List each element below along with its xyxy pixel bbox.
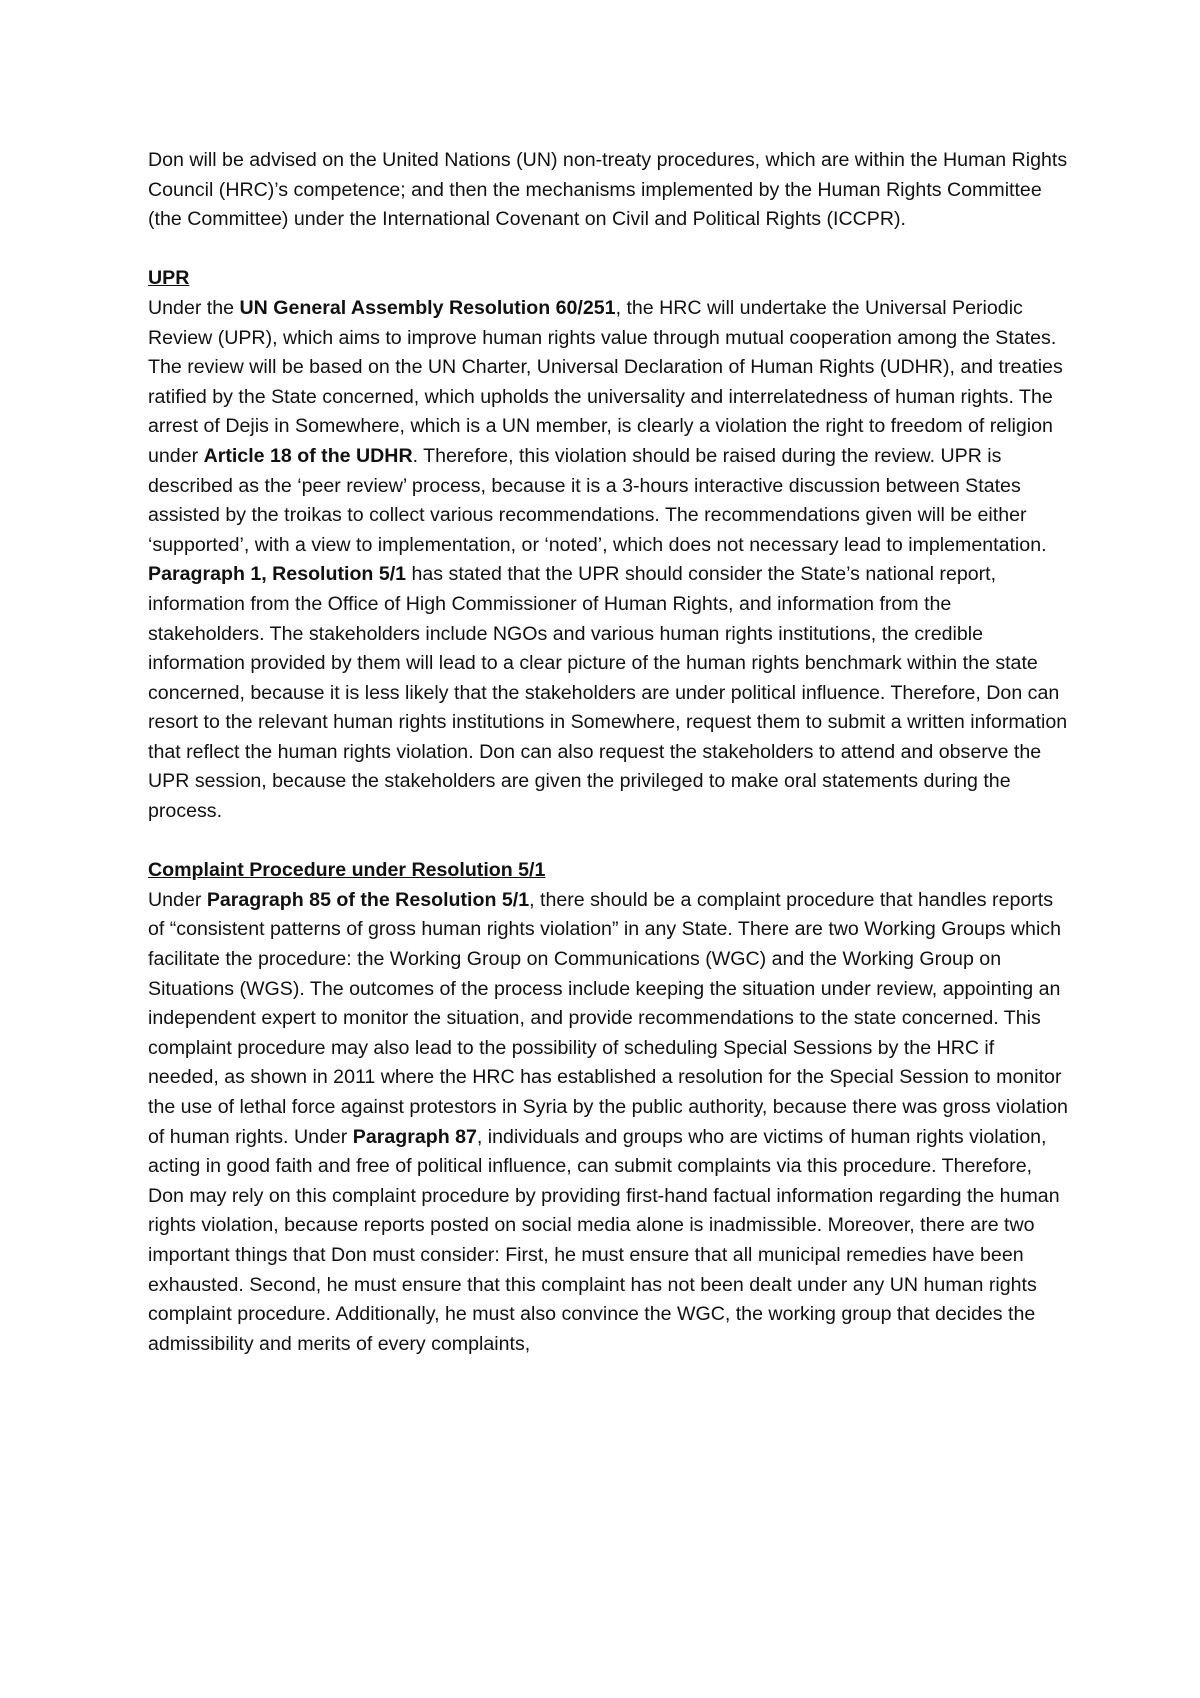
complaint-text-1: Under: [148, 888, 207, 911]
upr-bold-paragraph-1-resolution-5-1: Paragraph 1, Resolution 5/1: [148, 563, 407, 586]
complaint-text-3: , individuals and groups who are victims of human rights violation, acting in good faith and free of political influence, can submit complaints via this procedure. Therefore, Don may rely on this complaint procedure by providing first-hand factual information regarding the human rights violation, because reports posted on social media alone is inadmissible. Moreover, there are two important things that Don must consider: First, he must ensure that all municipal remedies have been exhausted. Second, he must ensure that this complaint has not been dealt under any UN human rights complaint procedure. Additionally, he must also convince the WGC, the working group that decides the admissibility and merits of every complaints,: [148, 1125, 1060, 1355]
upr-text-4: has stated that the UPR should consider the State’s national report, information from the Office of High Commissioner of Human Rights, and information from the stakeholders. The stakeholders include NGOs and various human rights institutions, the credible information provided by them will lead to a clear picture of the human rights benchmark within the state concerned, because it is less likely that the stakeholders are under political influence. Therefore, Don can resort to the relevant human rights institutions in Somewhere, request them to submit a written information that reflect the human rights violation. Don can also request the stakeholders to attend and observe the UPR session, because the stakeholders are given the privileged to make oral statements during the process.: [148, 563, 1068, 823]
upr-paragraph: [148, 294, 1070, 827]
paragraph-spacer: [148, 827, 1070, 857]
complaint-paragraph: [148, 886, 1070, 1360]
upr-text-1: Under the: [148, 296, 240, 319]
complaint-text-2: , there should be a complaint procedure that handles reports of “consistent patterns of gross human rights violation” in any State. There are two Working Groups which facilitate the procedure: the Working Group on Communications (WGC) and the Working Group on Situations (WGS). The outcomes of the process include keeping the situation under review, appointing an independent expert to monitor the situation, and provide recommendations to the state concerned. This complaint procedure may also lead to the possibility of scheduling Special Sessions by the HRC if needed, as shown in 2011 where the HRC has established a resolution for the Special Session to monitor the use of lethal force against protestors in Syria by the public authority, because there was gross violation of human rights. Under: [148, 888, 1068, 1148]
complaint-bold-paragraph-85: Paragraph 85 of the Resolution 5/1: [206, 888, 530, 911]
intro-text: Don will be advised on the United Nations (UN) non-treaty procedures, which are within the Human Rights Council (HRC)’s competence; and then the mechanisms implemented by the Human Rights Committee (the Committee) under the International Covenant on Civil and Political Rights (ICCPR).: [148, 149, 1068, 231]
upr-text-3: . Therefore, this violation should be raised during the review. UPR is described as the ‘peer review’ process, because it is a 3-hours interactive discussion between States assisted by the troikas to collect various recommendations. The recommendations given will be either ‘supported’, with a view to implementation, or ‘noted’, which does not necessary lead to implementation.: [148, 444, 1047, 556]
complaint-bold-paragraph-87: Paragraph 87: [352, 1125, 477, 1148]
intro-paragraph: [148, 146, 1070, 235]
complaint-heading: Complaint Procedure under Resolution 5/1: [148, 859, 546, 882]
upr-heading: UPR: [148, 267, 190, 290]
upr-bold-resolution-60-251: UN General Assembly Resolution 60/251: [239, 296, 616, 319]
upr-text-2: , the HRC will undertake the Universal Periodic Review (UPR), which aims to improve human rights value through mutual cooperation among the States. The review will be based on the UN Charter, Universal Declaration of Human Rights (UDHR), and treaties ratified by the State concerned, which upholds the universality and interrelatedness of human rights. The arrest of Dejis in Somewhere, which is a UN member, is clearly a violation the right to freedom of religion under: [148, 296, 1063, 467]
paragraph-spacer: [148, 235, 1070, 265]
upr-bold-article-18-udhr: Article 18 of the UDHR: [203, 444, 413, 467]
